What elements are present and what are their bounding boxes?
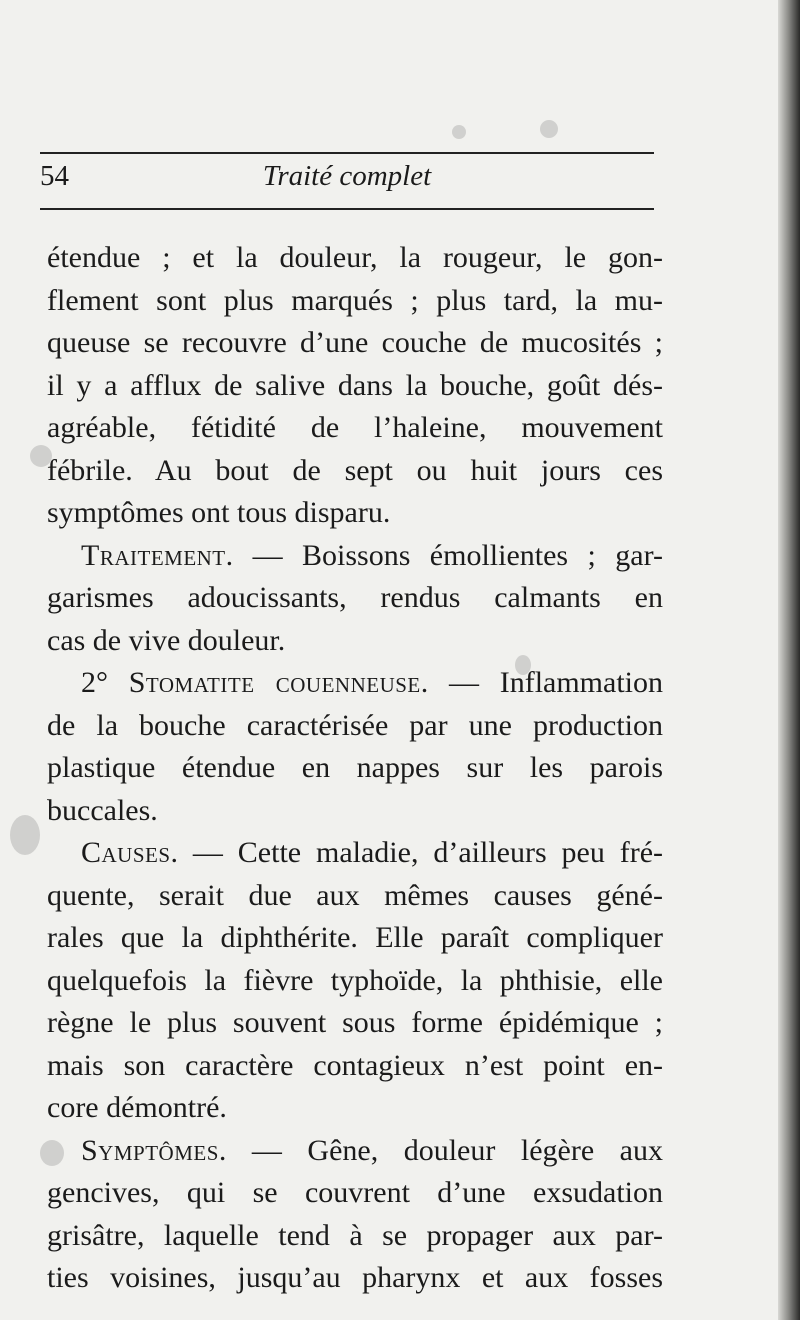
text-line [47, 790, 663, 833]
scan-speck [540, 120, 558, 138]
text-segment: étendue ; et la douleur, la rougeur, le gon- [47, 241, 663, 274]
text-line [47, 365, 663, 408]
text-line [47, 620, 663, 663]
text-segment: flement sont plus marqués ; plus tard, la mu- [47, 283, 663, 317]
header-rule-bottom [40, 208, 654, 210]
text-line [47, 1172, 663, 1215]
running-title: Traité complet [262, 160, 432, 192]
section-heading: Causes [81, 836, 171, 869]
text-segment: fébrile. Au bout de sept ou huit jours ces [47, 453, 663, 487]
text-segment: ties voisines, jusqu’au pharynx et aux fosses [47, 1261, 663, 1294]
text-segment: mais son caractère contagieux n’est point en- [47, 1048, 663, 1082]
text-line [47, 535, 663, 578]
page-number: 54 [40, 160, 69, 192]
text-line [47, 960, 663, 1003]
text-segment: . — Inflammation [420, 666, 663, 699]
text-segment: . — Boissons émollientes ; gar- [225, 538, 663, 572]
text-segment: symptômes ont tous disparu. [47, 496, 391, 529]
text-segment: queuse se recouvre d’une couche de mucosités ; [47, 326, 663, 359]
text-line [47, 492, 663, 535]
text-segment: core démontré. [47, 1091, 227, 1124]
text-line [47, 322, 663, 365]
scan-speck [10, 815, 40, 855]
body-text [47, 237, 663, 1300]
text-segment: quente, serait due aux mêmes causes géné- [47, 878, 663, 912]
text-segment: 2° [81, 666, 129, 699]
text-segment: agréable, fétidité de l’haleine, mouvement [47, 411, 663, 444]
text-line [47, 662, 663, 705]
text-line [47, 1257, 663, 1300]
text-segment: de la bouche caractérisée par une production [47, 708, 663, 742]
section-heading: Traitement [81, 538, 226, 572]
section-heading: Stomatite couenneuse [128, 666, 421, 699]
text-line [47, 1130, 663, 1173]
section-heading: Symptômes [81, 1133, 219, 1167]
text-line [47, 917, 663, 960]
text-line [47, 1045, 663, 1088]
text-segment: . — Cette maladie, d’ailleurs peu fré- [170, 836, 663, 869]
text-segment: grisâtre, laquelle tend à se propager aux par- [47, 1218, 663, 1252]
header-rule-top [40, 152, 654, 154]
text-segment: buccales. [47, 793, 158, 827]
text-line [47, 832, 663, 875]
scan-speck [452, 125, 466, 139]
text-line [47, 1215, 663, 1258]
running-header [40, 156, 654, 204]
text-line [47, 450, 663, 493]
text-segment: garismes adoucissants, rendus calmants en [47, 581, 663, 614]
text-line [47, 875, 663, 918]
text-segment: plastique étendue en nappes sur les parois [47, 751, 663, 784]
text-segment: quelquefois la fièvre typhoïde, la phthisie, elle [47, 963, 663, 997]
text-line [47, 747, 663, 790]
text-segment: règne le plus souvent sous forme épidémique ; [47, 1006, 663, 1039]
text-line [47, 280, 663, 323]
text-segment: rales que la diphthérite. Elle paraît compliquer [47, 921, 663, 954]
text-segment: . — Gêne, douleur légère aux [218, 1133, 663, 1167]
text-line [47, 1002, 663, 1045]
text-line [47, 407, 663, 450]
text-line [47, 1087, 663, 1130]
text-line [47, 237, 663, 280]
text-line [47, 577, 663, 620]
text-line [47, 705, 663, 748]
text-segment: il y a afflux de salive dans la bouche, goût dés- [47, 368, 663, 402]
page-edge-shadow [778, 0, 800, 1320]
text-segment: cas de vive douleur. [47, 623, 286, 657]
text-segment: gencives, qui se couvrent d’une exsudation [47, 1176, 663, 1209]
